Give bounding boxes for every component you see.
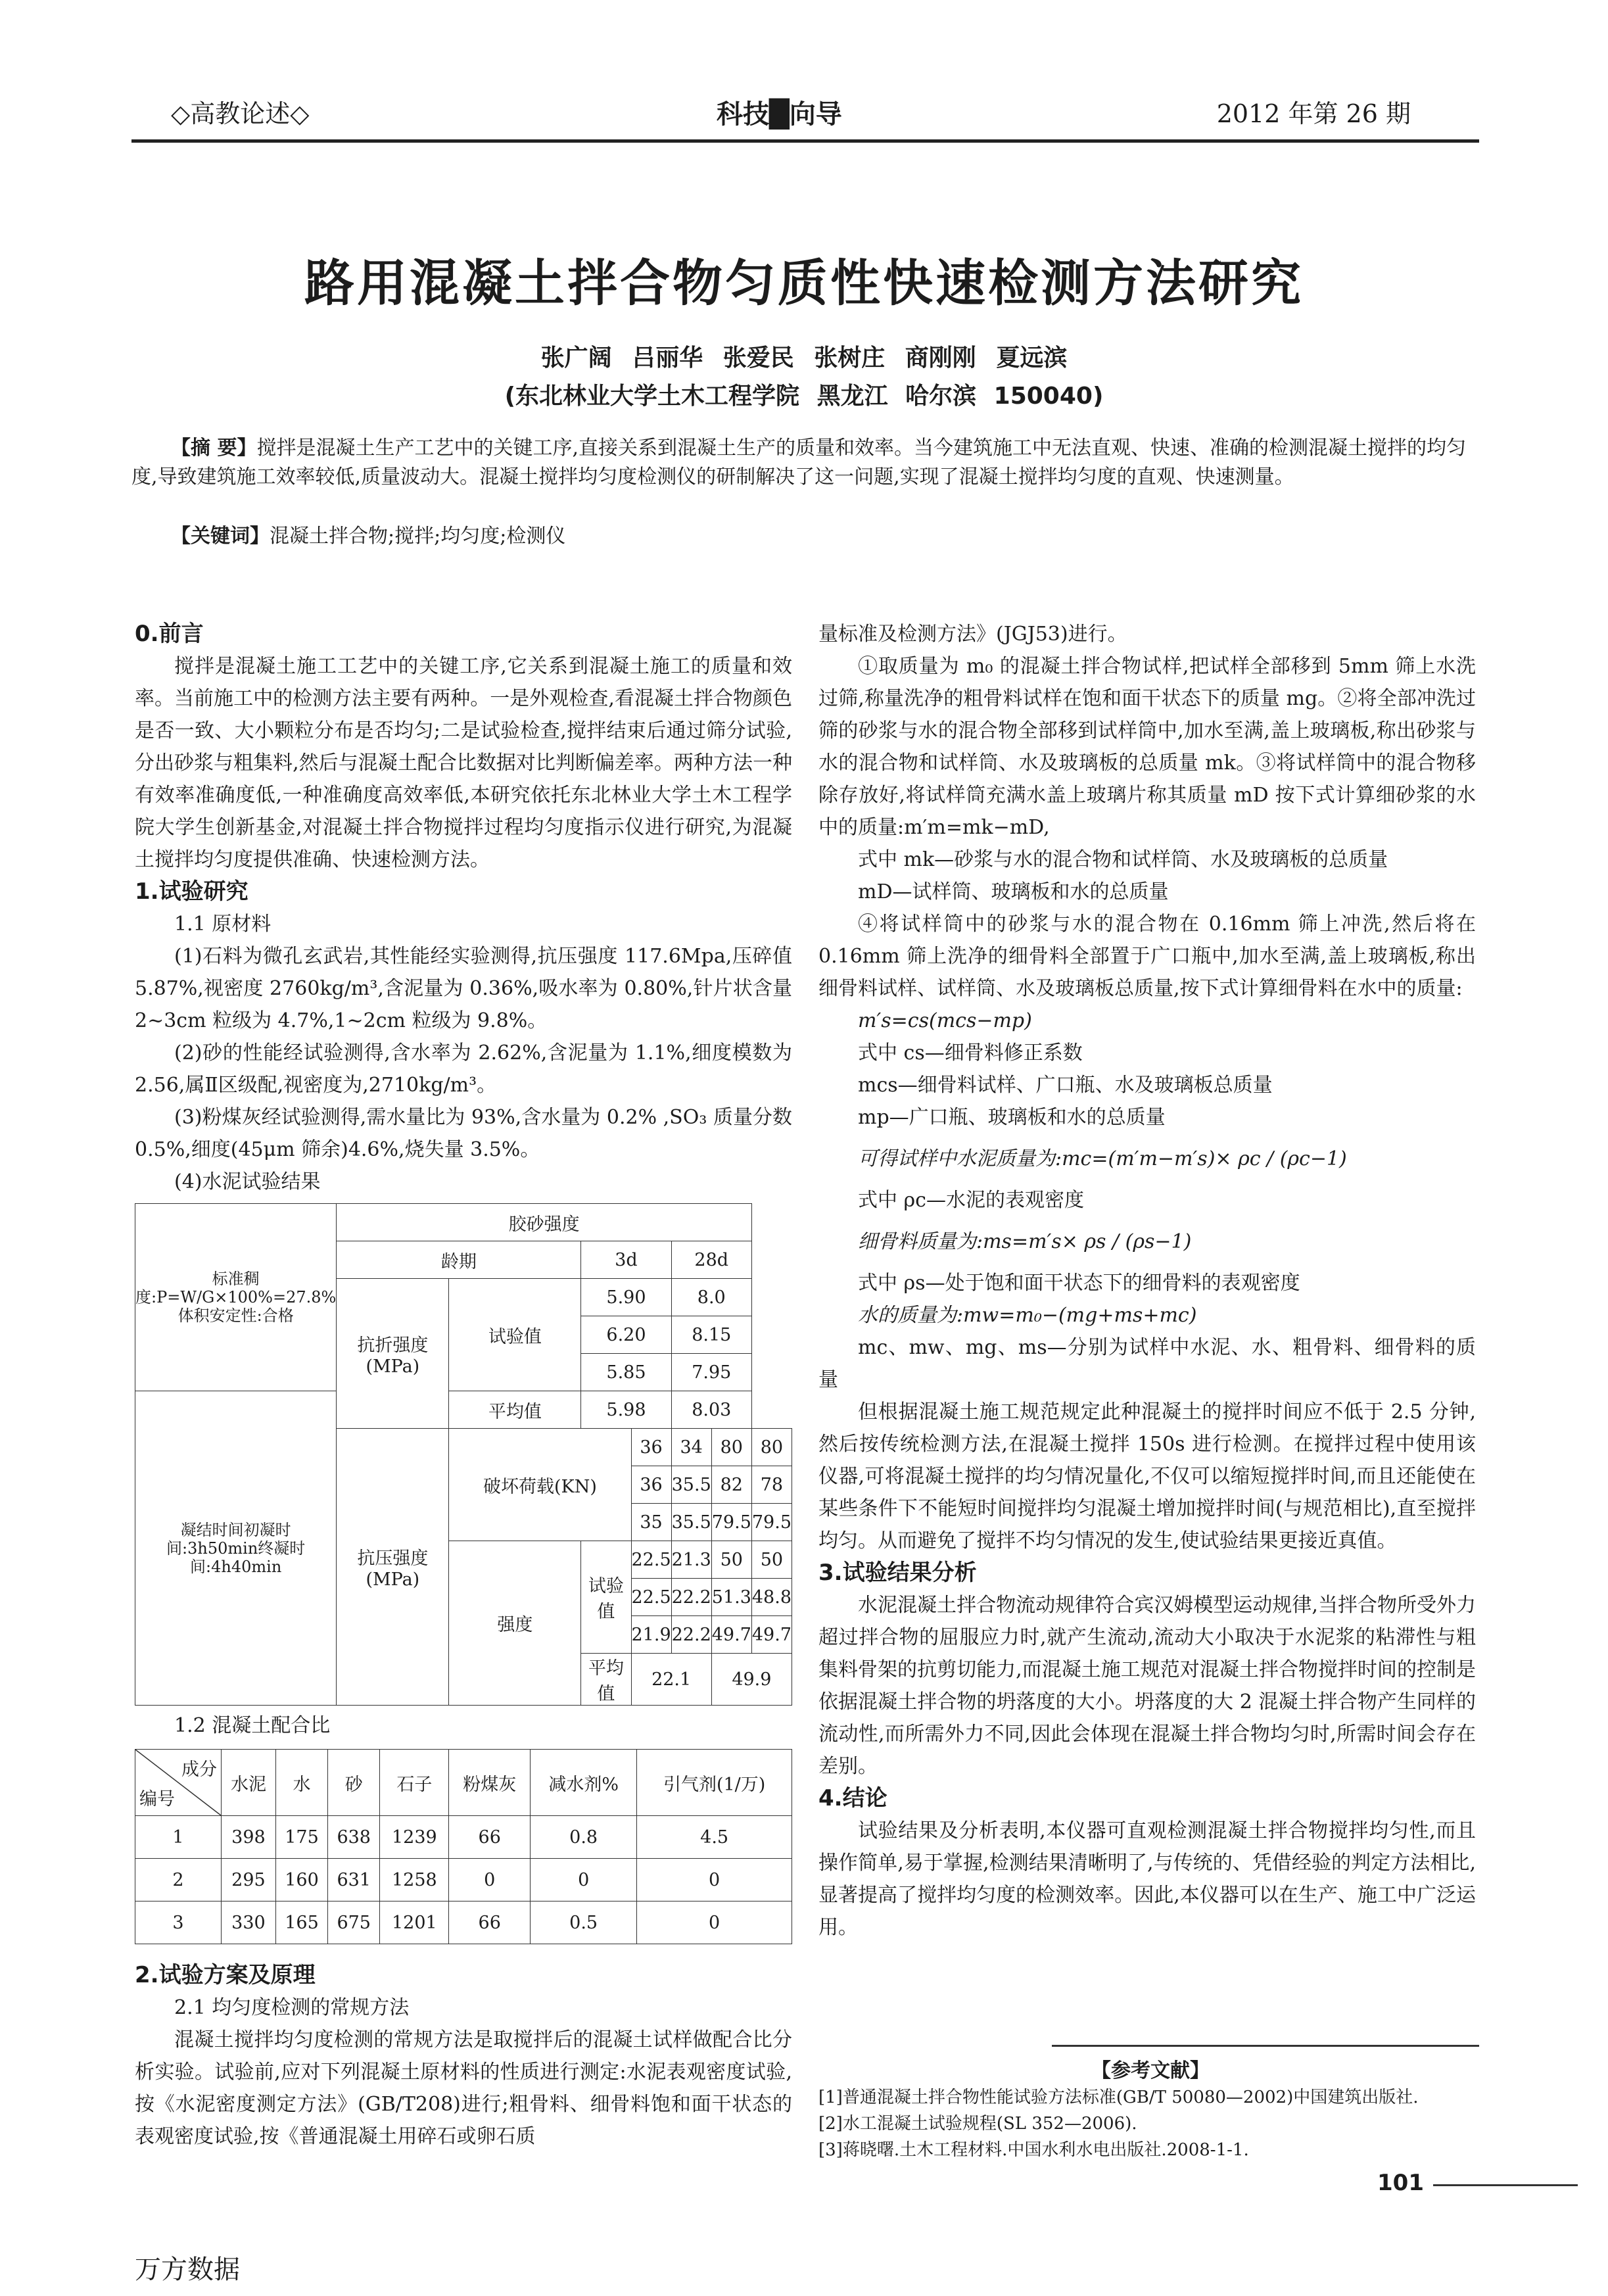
table1-age-28d: 28d — [671, 1241, 751, 1279]
table-cell: 1239 — [380, 1816, 449, 1859]
table-cell: 0 — [531, 1859, 637, 1901]
table-cell: 1258 — [380, 1859, 449, 1901]
watermark: 万方数据 — [135, 2255, 240, 2285]
table1-flex-avg-label: 平均值 — [449, 1391, 581, 1429]
table-cell: 2 — [135, 1859, 222, 1901]
right-paragraph-7: mp—广口瓶、玻璃板和水的总质量 — [858, 1106, 1166, 1129]
table-cell: 79.5 — [751, 1504, 792, 1541]
table2-header: 水泥 — [222, 1750, 276, 1816]
table-cell: 638 — [328, 1816, 380, 1859]
table-cell: 82 — [711, 1466, 751, 1504]
table1-strength-avg-label: 平均值 — [581, 1654, 631, 1706]
table-cell: 35.5 — [671, 1504, 711, 1541]
abstract — [131, 434, 1479, 492]
table-cell: 66 — [449, 1901, 531, 1944]
subsection-2-1: 2.1 均匀度检测的常规方法 — [174, 1996, 410, 2019]
table-cell: 22.5 — [631, 1541, 671, 1579]
table-cell: 22.2 — [671, 1616, 711, 1654]
section-3-title: 3.试验结果分析 — [818, 1560, 977, 1586]
table2-header: 石子 — [380, 1750, 449, 1816]
footer-rule — [1433, 2184, 1578, 2186]
table-cell: 50 — [711, 1541, 751, 1579]
table-cell: 0 — [637, 1901, 792, 1944]
section-2-paragraph: 混凝土搅拌均匀度检测的常规方法是取搅拌后的混凝土试样做配合比分析实验。试验前,应对下列混凝土原材料的性质进行测定:水泥表观密度试验,按《水泥密度测定方法》(GB/T208)进行;粗骨料、细骨料饱和面干状态的表观密度试验,按《普通混凝土用碎石或卵石质 — [135, 2028, 792, 2148]
authors: 张广阔 吕丽华 张爱民 张树庄 商刚刚 夏远滨 — [540, 345, 1068, 371]
table-cell: 631 — [328, 1859, 380, 1901]
table-cell: 35.5 — [671, 1466, 711, 1504]
table-cell: 36 — [631, 1429, 671, 1466]
table-cell: 49.9 — [711, 1654, 792, 1706]
table-cell: 175 — [275, 1816, 327, 1859]
section-2-title: 2.试验方案及原理 — [135, 1962, 316, 1988]
table-cell: 675 — [328, 1901, 380, 1944]
table-cell: 66 — [449, 1816, 531, 1859]
table1-age-label: 龄期 — [337, 1241, 581, 1279]
table-cell: 160 — [275, 1859, 327, 1901]
table1-flex-test-value: 试验值 — [449, 1279, 581, 1391]
table1-header-mortar-strength: 胶砂强度 — [337, 1204, 752, 1241]
table-cell: 8.15 — [671, 1316, 751, 1354]
right-paragraph-1: ①取质量为 m₀ 的混凝土拌合物试样,把试样全部移到 5mm 筛上水洗过筛,称量洗净的粗骨料试样在饱和面干状态下的质量 mg。②将全部冲洗过筛的砂浆与水的混合物全部移到试样筒中,加水至满,盖上玻璃板,称出砂浆与水的混合物和试样筒、水及玻璃板的总质量 mk。③将试样筒中的混合物移除存放好,将试样筒充满水盖上玻璃片称其质量 mD 按下式计算细砂浆的水中的质量:m′m=mk−mD, — [818, 655, 1476, 839]
right-paragraph-8: 式中 ρc—水泥的表观密度 — [858, 1189, 1084, 1212]
right-paragraph-10: mc、mw、mg、ms—分别为试样中水泥、水、粗骨料、细骨料的质量 — [818, 1336, 1476, 1391]
section-4-title: 4.结论 — [818, 1785, 887, 1811]
references-title: 【参考文献】 — [1091, 2059, 1210, 2082]
keywords — [171, 522, 1479, 551]
section-3-paragraph: 水泥混凝土拌合物流动规律符合宾汉姆模型运动规律,当拌合物所受外力超过拌合物的屈服应力时,就产生流动,流动大小取决于水泥浆的粘滞性与粗集料骨架的抗剪切能力,而混凝土施工规范对混凝土拌合物搅拌时间的控制是依据混凝土拌合物的坍落度的大小。坍落度的大 2 混凝土拌合物产生同样的流动性,而所需外力不同,因此会体现在混凝土拌合物均匀时,所需时间会存在差别。 — [818, 1594, 1476, 1778]
table1-left-note-1: 标准稠度:P=W/G×100%=27.8%体积安定性:合格 — [135, 1204, 337, 1391]
right-paragraph-6: mcs—细骨料试样、广口瓶、水及玻璃板总质量 — [858, 1074, 1273, 1097]
table1-comp-label: 抗压强度(MPa) — [337, 1429, 449, 1706]
right-paragraph-2: 式中 mk—砂浆与水的混合物和试样筒、水及玻璃板的总质量 — [858, 848, 1388, 871]
right-paragraph-5: 式中 cs—细骨料修正系数 — [858, 1041, 1083, 1064]
material-stone: (1)石料为微孔玄武岩,其性能经实验测得,抗压强度 117.6Mpa,压碎值 5.87%,视密度 2760kg/m³,含泥量为 0.36%,吸水率为 0.80%,针片状含量 2~3cm 粒级为 4.7%,1~2cm 粒级为 9.8%。 — [135, 945, 792, 1032]
issue-label: 2012 年第 26 期 — [1216, 99, 1411, 128]
table-cell: 1201 — [380, 1901, 449, 1944]
table-cell: 330 — [222, 1901, 276, 1944]
table-cell: 51.3 — [711, 1579, 751, 1616]
table-cell: 34 — [671, 1429, 711, 1466]
table2-corner-top: 成分 — [181, 1759, 217, 1780]
table-cell: 398 — [222, 1816, 276, 1859]
table-cell: 0.5 — [531, 1901, 637, 1944]
table-cell: 50 — [751, 1541, 792, 1579]
affiliation: (东北林业大学土木工程学院 黑龙江 哈尔滨 150040) — [504, 383, 1104, 410]
table-cell: 80 — [751, 1429, 792, 1466]
table-cell: 5.85 — [581, 1354, 671, 1391]
keywords-label: 【关键词】 — [171, 525, 270, 548]
table-cell: 48.8 — [751, 1579, 792, 1616]
table-cell: 78 — [751, 1466, 792, 1504]
table-cell: 80 — [711, 1429, 751, 1466]
right-paragraph-3: mD—试样筒、玻璃板和水的总质量 — [858, 880, 1169, 903]
right-paragraph-0: 量标准及检测方法》(JGJ53)进行。 — [818, 623, 1127, 646]
table-cell: 22.5 — [631, 1579, 671, 1616]
table-cell: 49.7 — [711, 1616, 751, 1654]
section-0-paragraph: 搅拌是混凝土施工工艺中的关键工序,它关系到混凝土施工的质量和效率。当前施工中的检测方法主要有两种。一是外观检查,看混凝土拌合物颜色是否一致、大小颗粒分布是否均匀;二是试验检查,搅拌结束后通过筛分试验,分出砂浆与粗集料,然后与混凝土配合比数据对比判断偏差率。两种方法一种有效率准确度低,一种准确度高效率低,本研究依托东北林业大学土木工程学院大学生创新基金,对混凝土拌合物搅拌过程均匀度指示仪进行研究,为混凝土搅拌均匀度提供准确、快速检测方法。 — [135, 655, 792, 871]
table2-header: 水 — [275, 1750, 327, 1816]
table2-header: 粉煤灰 — [449, 1750, 531, 1816]
table-cell: 0 — [449, 1859, 531, 1901]
subsection-1-2: 1.2 混凝土配合比 — [174, 1714, 331, 1737]
table2-header: 砂 — [328, 1750, 380, 1816]
table-cell: 22.1 — [631, 1654, 711, 1706]
header-section-label: ◇高教论述◇ — [171, 99, 310, 128]
table-cell: 3 — [135, 1901, 222, 1944]
table2-header: 引气剂(1/万) — [637, 1750, 792, 1816]
table2-corner-cell — [135, 1750, 222, 1816]
left-column-bottom — [135, 1959, 792, 2153]
reference-item: [2]水工混凝土试验规程(SL 352—2006). — [818, 2114, 1137, 2134]
right-paragraph-9: 式中 ρs—处于饱和面干状态下的细骨料的表观密度 — [858, 1272, 1300, 1295]
table2-corner-bottom: 编号 — [139, 1789, 175, 1809]
article-title: 路用混凝土拌合物匀质性快速检测方法研究 — [304, 254, 1304, 312]
journal-name: 科技█向导 — [717, 99, 842, 130]
keywords-text: 混凝土拌合物;搅拌;均匀度;检测仪 — [270, 525, 566, 548]
table-cell: 295 — [222, 1859, 276, 1901]
table-cell: 1 — [135, 1816, 222, 1859]
table-cell: 21.3 — [671, 1541, 711, 1579]
formula-1: m′s=cs(mcs−mp) — [858, 1009, 1032, 1032]
table-cell: 0 — [637, 1859, 792, 1901]
table2-header: 减水剂% — [531, 1750, 637, 1816]
table-cell: 5.90 — [581, 1279, 671, 1316]
table1-strength-label: 强度 — [449, 1541, 581, 1706]
material-cement: (4)水泥试验结果 — [174, 1170, 321, 1193]
table1-strength-test-value: 试验值 — [581, 1541, 631, 1654]
formula-2: 可得试样中水泥质量为:mc=(m′m−m′s)× ρc / (ρc−1) — [858, 1147, 1347, 1170]
left-column-top — [135, 618, 792, 1198]
subsection-1-1: 1.1 原材料 — [174, 913, 272, 936]
cement-test-table — [135, 1203, 792, 1706]
table-cell: 21.9 — [631, 1616, 671, 1654]
material-flyash: (3)粉煤灰经试验测得,需水量比为 93%,含水量为 0.2% ,SO₃ 质量分数 0.5%,细度(45μm 筛余)4.6%,烧失量 3.5%。 — [135, 1106, 792, 1161]
abstract-label: 【摘 要】 — [171, 437, 257, 460]
table1-left-note-2: 凝结时间初凝时间:3h50min终凝时间:4h40min — [135, 1391, 337, 1706]
table-cell: 8.03 — [671, 1391, 751, 1429]
formula-3: 细骨料质量为:ms=m′s× ρs / (ρs−1) — [858, 1230, 1192, 1253]
right-paragraph-11: 但根据混凝土施工规范规定此种混凝土的搅拌时间应不低于 2.5 分钟,然后按传统检测方法,在混凝土搅拌 150s 进行检测。在搅拌过程中使用该仪器,可将混凝土搅拌的均匀情况量化,不仅可以缩短搅拌时间,而且还能使在某些条件下不能短时间搅拌均匀混凝土增加搅拌时间(与规范相比),直至搅拌均匀。从而避免了搅拌不均匀情况的发生,使试验结果更接近真值。 — [818, 1400, 1476, 1552]
table-cell: 22.2 — [671, 1579, 711, 1616]
section-0-title: 0.前言 — [135, 621, 204, 647]
reference-item: [1]普通混凝土拌合物性能试验方法标准(GB/T 50080—2002)中国建筑出版社. — [818, 2088, 1419, 2107]
right-column — [818, 618, 1476, 1944]
references-rule — [1052, 2045, 1479, 2047]
table-cell: 49.7 — [751, 1616, 792, 1654]
table-cell: 4.5 — [637, 1816, 792, 1859]
material-sand: (2)砂的性能经试验测得,含水率为 2.62%,含泥量为 1.1%,细度模数为 2.56,属Ⅱ区级配,视密度为,2710kg/m³。 — [135, 1041, 792, 1097]
page-number: 101 — [1377, 2170, 1424, 2196]
table-cell: 8.0 — [671, 1279, 751, 1316]
section-1-title: 1.试验研究 — [135, 878, 248, 905]
table1-flex-label: 抗折强度(MPa) — [337, 1279, 449, 1429]
table-cell: 5.98 — [581, 1391, 671, 1429]
table-cell: 7.95 — [671, 1354, 751, 1391]
mix-proportion-table — [135, 1749, 792, 1944]
table1-age-3d: 3d — [581, 1241, 671, 1279]
table-cell: 35 — [631, 1504, 671, 1541]
table-cell: 36 — [631, 1466, 671, 1504]
references — [818, 2058, 1482, 2163]
table-cell: 6.20 — [581, 1316, 671, 1354]
section-4-paragraph: 试验结果及分析表明,本仪器可直观检测混凝土拌合物搅拌均匀性,而且操作简单,易于掌握,检测结果清晰明了,与传统的、凭借经验的判定方法相比,显著提高了搅拌均匀度的检测效率。因此,本仪器可以在生产、施工中广泛运用。 — [818, 1819, 1476, 1939]
abstract-text: 搅拌是混凝土生产工艺中的关键工序,直接关系到混凝土生产的质量和效率。当今建筑施工中无法直观、快速、准确的检测混凝土搅拌的均匀度,导致建筑施工效率较低,质量波动大。混凝土搅拌均匀度检测仪的研制解决了这一问题,实现了混凝土搅拌均匀度的直观、快速测量。 — [131, 437, 1466, 489]
table-cell: 0.8 — [531, 1816, 637, 1859]
right-paragraph-4: ④将试样筒中的砂浆与水的混合物在 0.16mm 筛上冲洗,然后将在 0.16mm 筛上洗净的细骨料全部置于广口瓶中,加水至满,盖上玻璃板,称出细骨料试样、试样筒、水及玻璃板总质量,按下式计算细骨料在水中的质量: — [818, 913, 1476, 1000]
formula-4: 水的质量为:mw=m₀−(mg+ms+mc) — [858, 1304, 1197, 1327]
header-rule — [131, 139, 1479, 143]
table1-break-load-label: 破坏荷载(KN) — [449, 1429, 631, 1541]
table-cell: 165 — [275, 1901, 327, 1944]
table-cell: 79.5 — [711, 1504, 751, 1541]
reference-item: [3]蒋晓曙.土木工程材料.中国水利水电出版社.2008-1-1. — [818, 2140, 1249, 2160]
